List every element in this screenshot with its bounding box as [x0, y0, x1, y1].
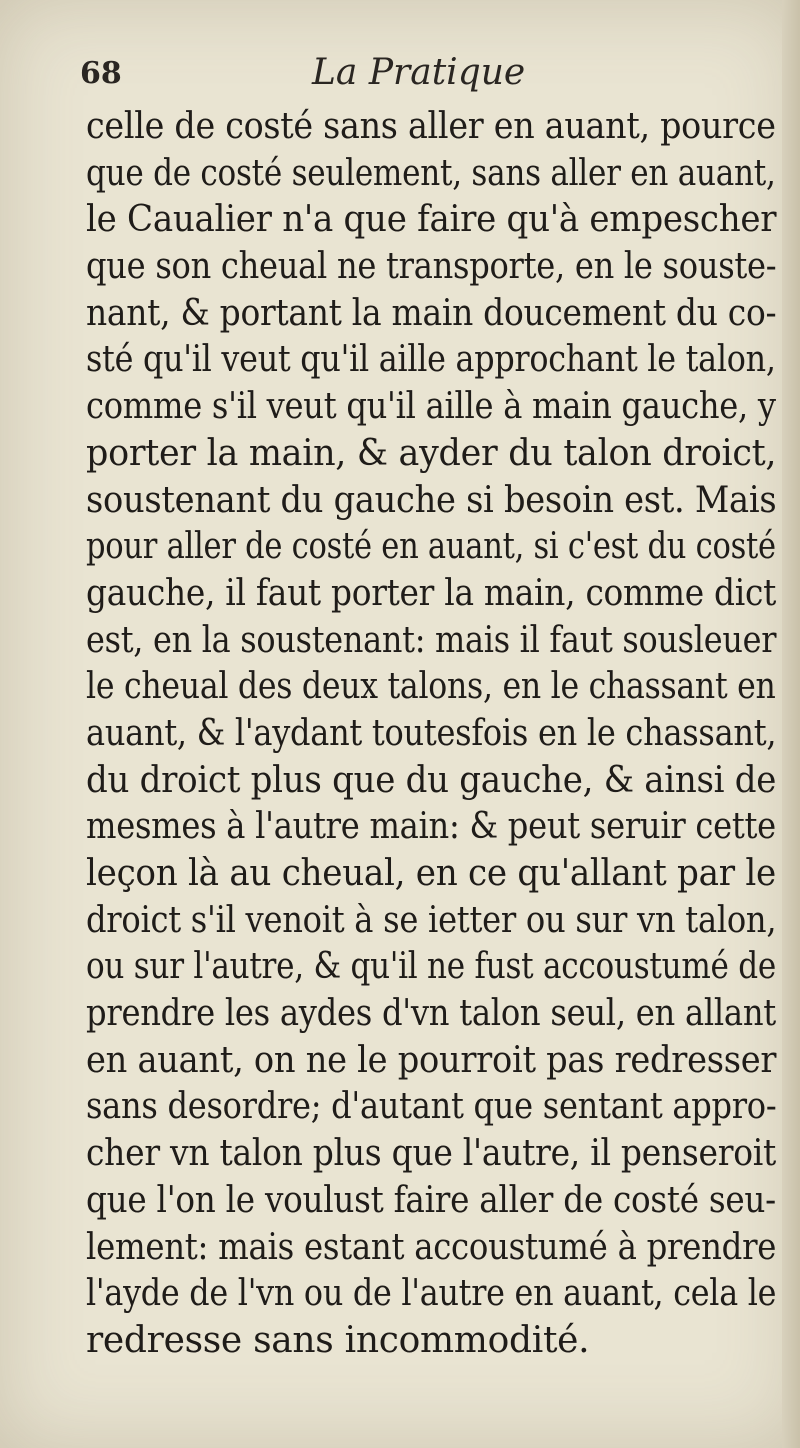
text-line: l'ayde de l'vn ou de l'autre en auant, cela le — [86, 1273, 777, 1315]
text-line: ou sur l'autre, & qu'il ne fust accoustumé de — [86, 946, 776, 988]
text-line: lement: mais estant accoustumé à prendre — [86, 1226, 777, 1268]
text-line: porter la main, & ayder du talon droict, — [86, 432, 777, 474]
text-line: que de costé seulement, sans aller en auant, — [86, 152, 776, 194]
text-line: prendre les aydes d'vn talon seul, en allant — [86, 993, 776, 1035]
text-line: auant, & l'aydant toutesfois en le chassant, — [86, 712, 777, 754]
text-line: que son cheual ne transporte, en le souste- — [86, 246, 777, 288]
body-text — [86, 104, 776, 1365]
text-line: le Caualier n'a que faire qu'à empescher — [86, 199, 777, 241]
text-line: comme s'il veut qu'il aille à main gauche, y — [86, 386, 776, 428]
text-line: mesmes à l'autre main: & peut seruir cette — [86, 806, 776, 848]
text-line: nant, & portant la main doucement du co- — [86, 292, 777, 334]
text-line: en auant, on ne le pourroit pas redresser — [86, 1039, 777, 1081]
text-line: cher vn talon plus que l'autre, il penseroit — [86, 1133, 777, 1175]
text-line: est, en la soustenant: mais il faut sousleuer — [86, 619, 777, 661]
text-line: redresse sans incommodité. — [86, 1319, 590, 1361]
page-edge — [782, 0, 800, 1448]
text-line: soustenant du gauche si besoin est. Mais — [86, 479, 777, 521]
page-number: 68 — [80, 56, 122, 91]
text-line: le cheual des deux talons, en le chassant en — [86, 666, 776, 708]
text-line: sans desordre; d'autant que sentant appro- — [86, 1086, 777, 1128]
text-line: droict s'il venoit à se ietter ou sur vn talon, — [86, 899, 777, 941]
page-header — [80, 52, 740, 98]
text-line: du droict plus que du gauche, & ainsi de — [86, 759, 777, 801]
running-title: La Pratique — [312, 52, 526, 93]
text-line: gauche, il faut porter la main, comme dict — [86, 572, 777, 614]
text-line: sté qu'il veut qu'il aille approchant le talon, — [86, 339, 776, 381]
text-line: celle de costé sans aller en auant, pource — [86, 106, 776, 147]
text-line: leçon là au cheual, en ce qu'allant par le — [86, 853, 776, 894]
text-line: pour aller de costé en auant, si c'est du costé — [86, 526, 776, 568]
text-line: que l'on le voulust faire aller de costé seu- — [86, 1179, 776, 1221]
